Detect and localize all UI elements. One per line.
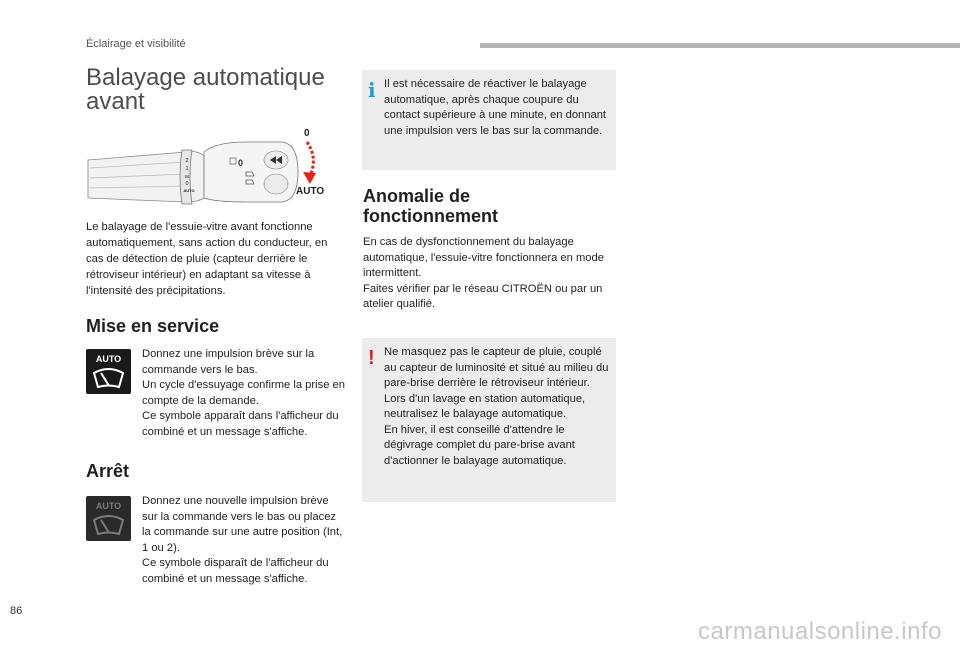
warning-icon: ! [368, 347, 375, 369]
ring-position-int: Int [184, 174, 190, 179]
arret-line: Ce symbole disparaît de l'afficheur du combiné et un message s'affiche. [142, 557, 329, 585]
page-title-line-2: avant [86, 88, 145, 115]
warning-note-line: Lors d'un lavage en station automatique, neutralisez le balayage automatique. [384, 392, 586, 420]
auto-label-on: AUTO [95, 354, 122, 364]
info-note [362, 70, 616, 170]
auto-wiper-on-indicator [86, 349, 131, 394]
position-zero-label: 0 [304, 128, 310, 139]
page-title [86, 66, 346, 114]
info-note-text: Il est nécessaire de réactiver le balayage automatique, après chaque coupure du contact supérieure à une minute, en donnant une impulsion vers le bas sur la commande. [384, 78, 607, 137]
anomalie-line: Faites vérifier par le réseau CITROËN ou par un atelier qualifié. [363, 282, 603, 310]
ring-position-0: 0 [185, 181, 189, 187]
arret-text [142, 494, 347, 587]
info-icon: i [368, 78, 376, 102]
ring-position-auto: AUTO [183, 188, 195, 193]
heading-mise-en-service: Mise en service [86, 316, 220, 336]
page-title-line-1: Balayage automatique [86, 64, 325, 91]
windshield-wiper-icon [94, 516, 123, 534]
wiper-stalk-illustration [86, 120, 348, 220]
intro-paragraph: Le balayage de l'essuie-vitre avant fonctionne automatiquement, sans action du conducteur, en cas de détection de pluie (capteur derrière le rétroviseur intérieur) en adaptant sa vitesse à l'intensité des précipitations. [86, 221, 328, 297]
auto-wiper-off-indicator [86, 496, 131, 541]
heading-anomalie: Anomalie de fonctionnement [363, 186, 498, 226]
header-divider-bar [480, 43, 960, 48]
warning-note-line: En hiver, il est conseillé d'attendre le dégivrage complet du pare-brise avant d'actionner le balayage automatique. [384, 423, 575, 467]
heading-arret: Arrêt [86, 461, 130, 481]
mise-en-service-text [142, 347, 347, 440]
anomalie-line: En cas de dysfonctionnement du balayage automatique, l'essuie-vitre fonctionnera en mode intermittent. [363, 236, 604, 279]
arret-line: Donnez une nouvelle impulsion brève sur la commande vers le bas ou placez la commande sur une autre position (Int, 1 ou 2). [142, 495, 343, 554]
warning-note-text [384, 345, 610, 469]
ring-position-1: 1 [185, 166, 189, 172]
mise-en-service-line: Un cycle d'essuyage confirme la prise en compte de la demande. [142, 379, 345, 407]
section-label: Éclairage et visibilité [86, 38, 186, 50]
auto-label-off: AUTO [95, 501, 122, 511]
mise-en-service-line: Donnez une impulsion brève sur la commande vers le bas. [142, 348, 315, 376]
watermark: carmanualsonline.info [698, 618, 942, 645]
windshield-wiper-icon [94, 369, 123, 387]
downward-arrow-icon [307, 142, 313, 176]
ring-position-2: 2 [185, 158, 189, 164]
warning-note-line: Ne masquez pas le capteur de pluie, couplé au capteur de luminosité et situé au milieu du pare-brise derrière le rétroviseur intérieur. [384, 346, 609, 389]
page-number: 86 [10, 605, 23, 617]
auto-position-label: AUTO [296, 186, 325, 197]
warning-note [362, 338, 616, 502]
head-zero-label: 0 [238, 158, 244, 168]
anomalie-text [363, 235, 613, 313]
mise-en-service-line: Ce symbole apparaît dans l'afficheur du combiné et un message s'affiche. [142, 410, 339, 438]
